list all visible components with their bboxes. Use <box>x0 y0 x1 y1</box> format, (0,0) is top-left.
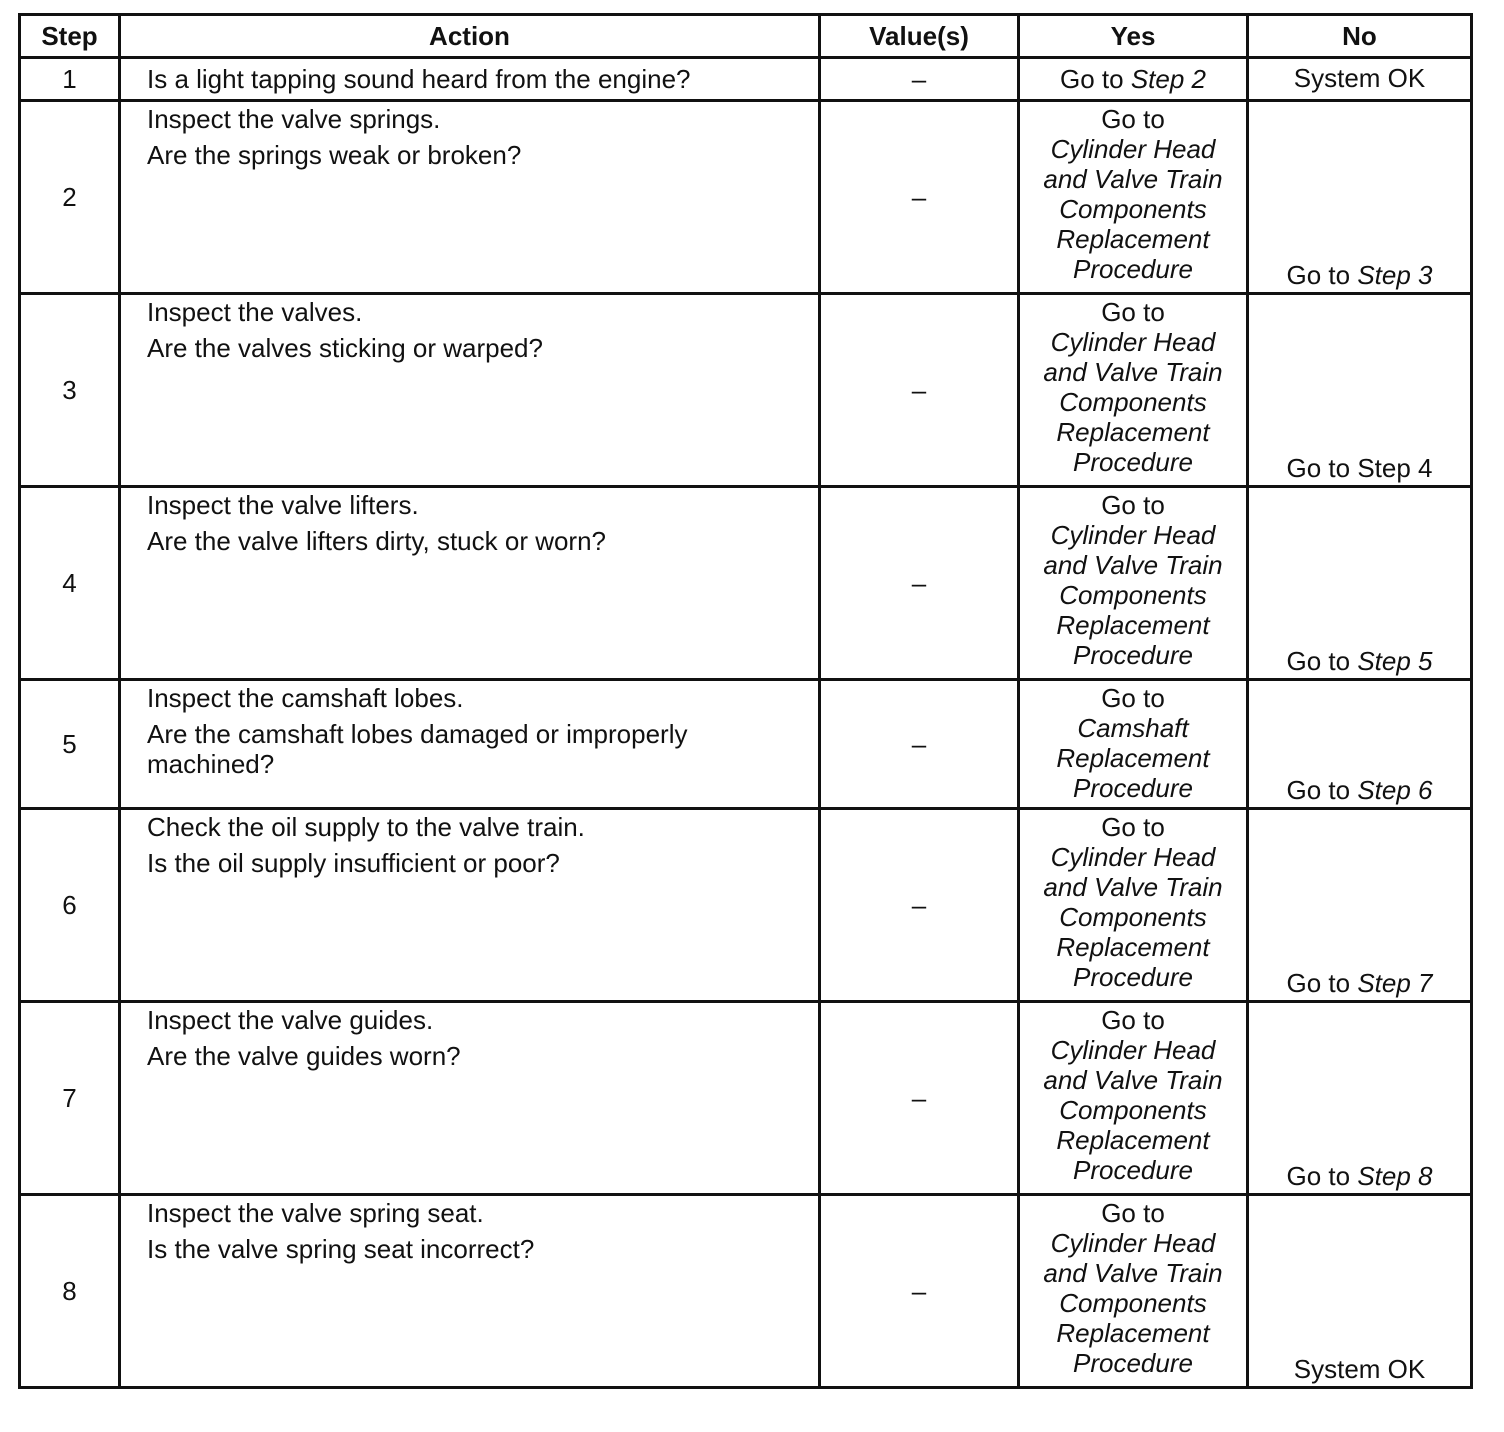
yes-cell <box>1019 58 1248 101</box>
no-prefix: Go to <box>1286 775 1351 805</box>
header-yes: Yes <box>1019 15 1248 58</box>
no-cell <box>1248 680 1472 809</box>
value-cell: – <box>820 1002 1019 1195</box>
value-cell: – <box>820 487 1019 680</box>
step-number: 2 <box>20 101 120 294</box>
yes-cell <box>1019 809 1248 1002</box>
action-question: Are the camshaft lobes damaged or improperly machined? <box>147 719 688 779</box>
yes-prefix: Go to <box>1101 1005 1165 1035</box>
action-question: Are the springs weak or broken? <box>147 140 522 170</box>
yes-cell <box>1019 680 1248 809</box>
action-instruction: Inspect the valve spring seat. <box>147 1198 484 1228</box>
yes-ref-line: and Valve Train <box>1043 164 1223 194</box>
yes-cell <box>1019 294 1248 487</box>
yes-ref-line: Components <box>1059 1095 1207 1125</box>
action-text: Is a light tapping sound heard from the engine? <box>147 64 691 94</box>
step-number: 4 <box>20 487 120 680</box>
yes-ref-line: and Valve Train <box>1043 550 1223 580</box>
step-number: 3 <box>20 294 120 487</box>
yes-ref-line: Camshaft <box>1077 713 1189 743</box>
yes-prefix: Go to <box>1101 297 1165 327</box>
action-cell <box>120 1195 820 1388</box>
action-question: Is the oil supply insufficient or poor? <box>147 848 560 878</box>
no-cell <box>1248 101 1472 294</box>
yes-ref-line: Cylinder Head <box>1050 842 1216 872</box>
yes-ref-line: Procedure <box>1073 640 1193 670</box>
value-cell: – <box>820 680 1019 809</box>
action-cell <box>120 487 820 680</box>
value-cell: – <box>820 101 1019 294</box>
action-instruction: Inspect the valve guides. <box>147 1005 434 1035</box>
yes-ref-line: Components <box>1059 194 1207 224</box>
yes-ref-line: and Valve Train <box>1043 1065 1223 1095</box>
table-row <box>20 680 1472 809</box>
no-step-ref: Step 7 <box>1357 968 1433 998</box>
action-cell <box>120 101 820 294</box>
yes-ref-line: Replacement <box>1056 743 1210 773</box>
value-cell: – <box>820 1195 1019 1388</box>
step-number: 8 <box>20 1195 120 1388</box>
yes-ref-line: Procedure <box>1073 773 1193 803</box>
yes-ref-line: and Valve Train <box>1043 1258 1223 1288</box>
yes-prefix: Go to <box>1101 490 1165 520</box>
table-row <box>20 1195 1472 1388</box>
action-question: Are the valve lifters dirty, stuck or worn? <box>147 526 607 556</box>
yes-ref-line: Replacement <box>1056 224 1210 254</box>
yes-ref-line: Procedure <box>1073 447 1193 477</box>
value-cell: – <box>820 58 1019 101</box>
no-cell <box>1248 809 1472 1002</box>
yes-ref-line: Components <box>1059 387 1207 417</box>
yes-ref-line: Components <box>1059 1288 1207 1318</box>
action-cell <box>120 809 820 1002</box>
no-prefix: Go to <box>1286 260 1351 290</box>
no-step-ref: Step 8 <box>1357 1161 1433 1191</box>
no-prefix: Go to <box>1286 1161 1351 1191</box>
value-cell: – <box>820 294 1019 487</box>
action-cell <box>120 680 820 809</box>
no-prefix: Go to <box>1286 968 1351 998</box>
yes-ref-line: Procedure <box>1073 254 1193 284</box>
action-instruction: Inspect the valve lifters. <box>147 490 419 520</box>
yes-ref-line: Replacement <box>1056 610 1210 640</box>
table-row <box>20 101 1472 294</box>
action-cell <box>120 1002 820 1195</box>
action-cell <box>120 58 820 101</box>
action-instruction: Inspect the camshaft lobes. <box>147 683 464 713</box>
action-question: Are the valves sticking or warped? <box>147 333 543 363</box>
yes-cell <box>1019 101 1248 294</box>
action-question: Are the valve guides worn? <box>147 1041 461 1071</box>
yes-ref-line: Replacement <box>1056 932 1210 962</box>
yes-ref-line: Cylinder Head <box>1050 520 1216 550</box>
yes-ref-line: and Valve Train <box>1043 357 1223 387</box>
action-instruction: Check the oil supply to the valve train. <box>147 812 585 842</box>
yes-ref-line: Procedure <box>1073 1155 1193 1185</box>
table-row <box>20 58 1472 101</box>
no-cell <box>1248 1002 1472 1195</box>
value-cell: – <box>820 809 1019 1002</box>
yes-ref-line: and Valve Train <box>1043 872 1223 902</box>
yes-ref-line: Cylinder Head <box>1050 327 1216 357</box>
yes-prefix: Go to <box>1101 683 1165 713</box>
step-number: 5 <box>20 680 120 809</box>
table-row <box>20 809 1472 1002</box>
header-values: Value(s) <box>820 15 1019 58</box>
header-no: No <box>1248 15 1472 58</box>
table-row <box>20 1002 1472 1195</box>
yes-prefix: Go to <box>1101 104 1165 134</box>
no-cell: System OK <box>1248 1195 1472 1388</box>
action-cell <box>120 294 820 487</box>
table-row <box>20 487 1472 680</box>
yes-ref-line: Cylinder Head <box>1050 1228 1216 1258</box>
yes-ref-line: Cylinder Head <box>1050 1035 1216 1065</box>
yes-cell <box>1019 1002 1248 1195</box>
header-action: Action <box>120 15 820 58</box>
yes-ref-line: Replacement <box>1056 417 1210 447</box>
yes-ref-line: Replacement <box>1056 1318 1210 1348</box>
action-instruction: Inspect the valves. <box>147 297 363 327</box>
yes-ref-line: Procedure <box>1073 962 1193 992</box>
table-row <box>20 294 1472 487</box>
step-number: 1 <box>20 58 120 101</box>
no-cell <box>1248 487 1472 680</box>
no-step-ref: Step 5 <box>1357 646 1433 676</box>
yes-prefix: Go to <box>1060 64 1124 94</box>
yes-ref-line: Components <box>1059 902 1207 932</box>
no-step-ref: Step 6 <box>1357 775 1433 805</box>
diagnostic-table <box>18 13 1473 1389</box>
header-row <box>20 15 1472 58</box>
yes-ref-line: Replacement <box>1056 1125 1210 1155</box>
yes-cell <box>1019 1195 1248 1388</box>
yes-step-ref: Step 2 <box>1130 64 1206 94</box>
yes-cell <box>1019 487 1248 680</box>
step-number: 7 <box>20 1002 120 1195</box>
no-prefix: Go to <box>1286 646 1351 676</box>
header-step: Step <box>20 15 120 58</box>
yes-ref-line: Components <box>1059 580 1207 610</box>
yes-prefix: Go to <box>1101 1198 1165 1228</box>
action-instruction: Inspect the valve springs. <box>147 104 441 134</box>
step-number: 6 <box>20 809 120 1002</box>
action-question: Is the valve spring seat incorrect? <box>147 1234 535 1264</box>
no-step-ref: Step 3 <box>1357 260 1433 290</box>
yes-ref-line: Cylinder Head <box>1050 134 1216 164</box>
no-cell: System OK <box>1248 58 1472 101</box>
yes-prefix: Go to <box>1101 812 1165 842</box>
no-cell: Go to Step 4 <box>1248 294 1472 487</box>
yes-ref-line: Procedure <box>1073 1348 1193 1378</box>
